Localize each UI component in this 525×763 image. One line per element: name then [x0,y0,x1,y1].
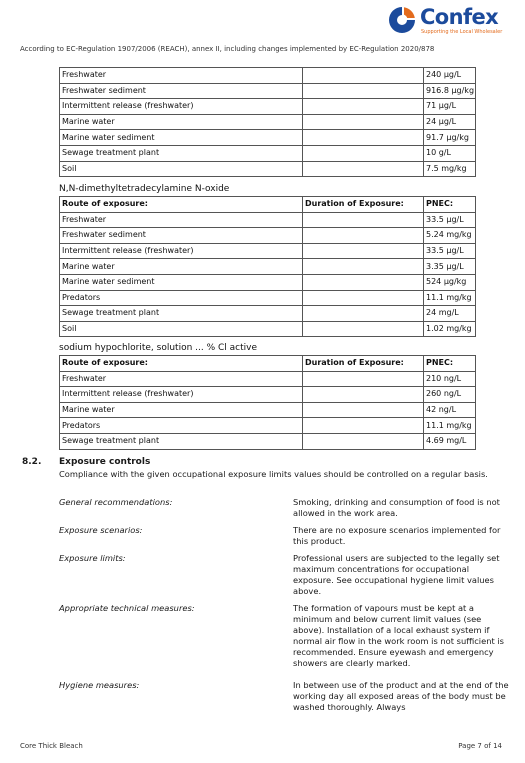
route-cell: Freshwater sediment [60,83,303,99]
kv-value-technical: The formation of vapours must be kept at a minimum and below current limit values (see above). Installation of a local exhaust system if normal air flow in the work room is not sufficient is recommended. Ensure eyewash and emergency showers are clearly marked. [293,603,504,668]
brand-name: Confex [420,5,499,29]
route-cell: Marine water sediment [60,274,303,290]
pnec-cell: 91.7 µg/kg [424,130,476,146]
route-cell: Marine water sediment [60,130,303,146]
kv-value-scenarios: There are no exposure scenarios implemented for this product. [293,525,501,546]
kv-value-general: Smoking, drinking and consumption of food is not allowed in the work area. [293,497,500,518]
kv-value-hygiene: In between use of the product and at the end of the working day all exposed areas of the body must be washed thoroughly. Always [293,680,509,712]
pnec-cell: 210 ng/L [424,371,476,387]
regulation-line: According to EC-Regulation 1907/2006 (REACH), annex II, including changes implemented by EC-Regulation 2020/878 [20,45,435,53]
pnec-cell: 71 µg/L [424,99,476,115]
route-cell: Predators [60,290,303,306]
duration-cell [303,83,424,99]
duration-cell [303,274,424,290]
route-cell: Sewage treatment plant [60,145,303,161]
pnec-cell: 11.1 mg/kg [424,290,476,306]
substance-title-2: N,N-dimethyltetradecylamine N-oxide [59,184,230,194]
duration-cell [303,228,424,244]
route-cell: Soil [60,161,303,177]
table-header-row [60,356,476,372]
duration-cell [303,243,424,259]
pnec-cell: 5.24 mg/kg [424,228,476,244]
table-row [60,290,476,306]
duration-cell [303,212,424,228]
brand-tagline: Supporting the Local Wholesaler [421,29,503,35]
route-cell: Soil [60,321,303,337]
duration-cell [303,99,424,115]
duration-cell [303,371,424,387]
route-cell: Predators [60,418,303,434]
header-route-cell: Route of exposure: [60,356,303,372]
pnec-cell: 916.8 µg/kg [424,83,476,99]
route-cell: Sewage treatment plant [60,306,303,322]
section-intro: Compliance with the given occupational exposure limits values should be controlled on a regular basis. [59,469,488,479]
pnec-table-1 [59,67,476,177]
table-row [60,243,476,259]
route-cell: Intermittent release (freshwater) [60,387,303,403]
table-row [60,99,476,115]
section-title: Exposure controls [59,457,151,467]
pnec-cell: 524 µg/kg [424,274,476,290]
duration-cell [303,418,424,434]
kv-label-scenarios: Exposure scenarios: [59,525,143,535]
table-row [60,114,476,130]
table-row [60,306,476,322]
pnec-cell: 4.69 mg/L [424,433,476,449]
footer-page-number: Page 7 of 14 [458,742,502,750]
route-cell: Freshwater sediment [60,228,303,244]
duration-cell [303,114,424,130]
pnec-cell: 24 µg/L [424,114,476,130]
table-row [60,371,476,387]
header-route-cell: Route of exposure: [60,197,303,213]
table-row [60,212,476,228]
pnec-cell: 240 µg/L [424,68,476,84]
table-row [60,418,476,434]
duration-cell [303,290,424,306]
duration-cell [303,387,424,403]
footer-product: Core Thick Bleach [20,742,83,750]
duration-cell [303,259,424,275]
duration-cell [303,68,424,84]
pnec-table-2 [59,196,476,337]
header-duration-cell: Duration of Exposure: [303,356,424,372]
table-row [60,83,476,99]
confex-logo [387,4,515,40]
route-cell: Intermittent release (freshwater) [60,99,303,115]
table-row [60,130,476,146]
route-cell: Marine water [60,259,303,275]
pnec-cell: 11.1 mg/kg [424,418,476,434]
pnec-cell: 1.02 mg/kg [424,321,476,337]
duration-cell [303,306,424,322]
table-row [60,433,476,449]
pnec-cell: 42 ng/L [424,402,476,418]
duration-cell [303,402,424,418]
table-row [60,387,476,403]
route-cell: Freshwater [60,212,303,228]
duration-cell [303,130,424,146]
route-cell: Marine water [60,402,303,418]
pnec-cell: 260 ng/L [424,387,476,403]
substance-title-3: sodium hypochlorite, solution ... % Cl active [59,343,257,353]
header-pnec-cell: PNEC: [424,356,476,372]
pnec-cell: 33.5 µg/L [424,212,476,228]
pnec-cell: 10 g/L [424,145,476,161]
route-cell: Freshwater [60,371,303,387]
route-cell: Intermittent release (freshwater) [60,243,303,259]
table-row [60,68,476,84]
header-pnec-cell: PNEC: [424,197,476,213]
table-row [60,161,476,177]
table-row [60,321,476,337]
header-duration-cell: Duration of Exposure: [303,197,424,213]
pnec-table-3 [59,355,476,450]
table-row [60,402,476,418]
pnec-cell: 7.5 mg/kg [424,161,476,177]
duration-cell [303,321,424,337]
pnec-cell: 3.35 µg/L [424,259,476,275]
table-header-row [60,197,476,213]
section-number: 8.2. [22,457,42,467]
table-row [60,274,476,290]
kv-label-general: General recommendations: [59,497,173,507]
route-cell: Marine water [60,114,303,130]
route-cell: Freshwater [60,68,303,84]
table-row [60,145,476,161]
pnec-cell: 33.5 µg/L [424,243,476,259]
duration-cell [303,161,424,177]
table-row [60,259,476,275]
kv-label-hygiene: Hygiene measures: [59,680,140,690]
confex-logo-icon [387,5,417,35]
kv-label-technical: Appropriate technical measures: [59,603,195,613]
kv-label-limits: Exposure limits: [59,553,126,563]
pnec-cell: 24 mg/L [424,306,476,322]
route-cell: Sewage treatment plant [60,433,303,449]
table-row [60,228,476,244]
duration-cell [303,433,424,449]
kv-value-limits: Professional users are subjected to the legally set maximum concentrations for occupational exposure. See occupational hygiene limit values above. [293,553,500,596]
duration-cell [303,145,424,161]
